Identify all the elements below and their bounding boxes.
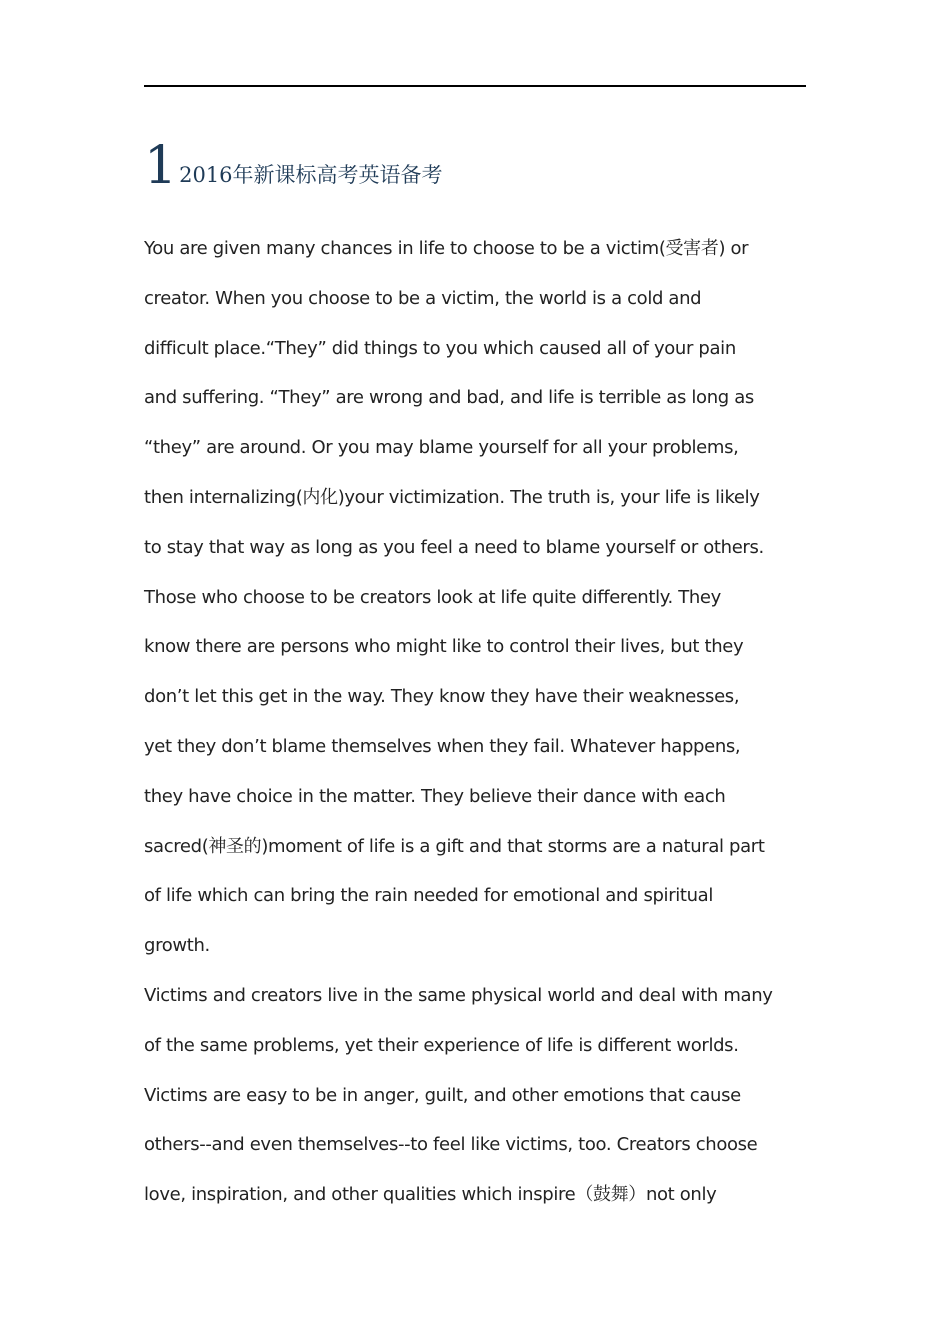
text-line: Victims and creators live in the same physical world and deal with many	[144, 984, 773, 1006]
document-title: 2016年新课标高考英语备考	[179, 163, 443, 187]
passage-text	[144, 224, 808, 1220]
text-line: love, inspiration, and other qualities which inspire（鼓舞）not only	[144, 1184, 717, 1206]
text-line: difficult place.“They” did things to you which caused all of your pain	[144, 337, 736, 359]
text-line: don’t let this get in the way. They know they have their weaknesses,	[144, 686, 740, 708]
text-line: sacred(神圣的)moment of life is a gift and that storms are a natural part	[144, 835, 765, 857]
text-line: then internalizing(内化)your victimization. The truth is, your life is likely	[144, 486, 760, 508]
text-line: You are given many chances in life to choose to be a victim(受害者) or	[144, 238, 749, 259]
section-number: 1	[144, 136, 178, 196]
text-line: yet they don’t blame themselves when they fail. Whatever happens,	[144, 735, 741, 757]
text-line: “they” are around. Or you may blame yourself for all your problems,	[144, 437, 739, 459]
text-line: Those who choose to be creators look at life quite differently. They	[144, 586, 721, 608]
text-line: to stay that way as long as you feel a need to blame yourself or others.	[144, 536, 764, 558]
text-line: of the same problems, yet their experience of life is different worlds.	[144, 1034, 739, 1056]
text-line: creator. When you choose to be a victim, the world is a cold and	[144, 287, 702, 309]
header-rule	[144, 85, 806, 87]
text-line: of life which can bring the rain needed for emotional and spiritual	[144, 885, 713, 907]
text-line: others--and even themselves--to feel like victims, too. Creators choose	[144, 1134, 758, 1156]
text-line: growth.	[144, 935, 210, 957]
text-line: they have choice in the matter. They believe their dance with each	[144, 785, 726, 807]
document-header	[144, 130, 443, 194]
text-line: and suffering. “They” are wrong and bad, and life is terrible as long as	[144, 387, 754, 409]
text-line: Victims are easy to be in anger, guilt, and other emotions that cause	[144, 1084, 741, 1106]
text-line: know there are persons who might like to control their lives, but they	[144, 636, 744, 658]
